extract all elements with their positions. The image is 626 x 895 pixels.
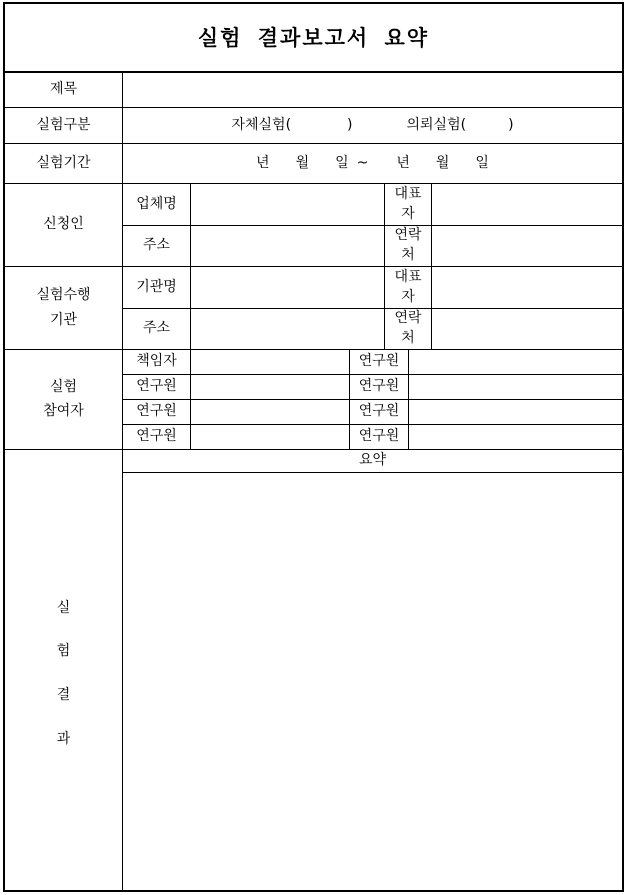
applicant-label: 신청인 [43,216,84,233]
performer-org-field[interactable] [191,267,384,308]
category-field[interactable] [123,108,622,143]
participant-researcher-field[interactable] [191,400,349,424]
performer-contact-label: 연락 처 [394,310,422,346]
period-month-end: 월 [435,154,450,171]
period-day-start: 일 [335,154,349,171]
applicant-company-field[interactable] [191,184,384,225]
performer-address-field[interactable] [191,309,384,349]
applicant-company-label: 업체명 [136,195,177,212]
participant-researcher-label: 연구원 [358,428,400,445]
applicant-contact-label: 연락 처 [394,227,422,263]
participant-researcher-label: 연구원 [358,403,400,420]
participant-head-field[interactable] [191,350,349,374]
period-label: 실험기간 [36,154,91,171]
page-title: 실험 결과보고서 요약 [197,24,430,50]
applicant-address-label: 주소 [142,237,171,254]
participant-researcher-field[interactable] [409,400,622,424]
period-month-start: 월 [295,154,310,171]
participant-researcher-field[interactable] [191,375,349,399]
participant-researcher-label: 연구원 [358,353,400,370]
performer-rep-label: 대표 자 [394,268,422,305]
period-day-end: 일 [475,154,489,171]
performer-label: 실험수행 기관 [36,286,91,328]
performer-address-label: 주소 [142,320,171,337]
subject-field[interactable] [123,73,622,107]
outer-border-right [622,2,624,892]
performer-rep-field[interactable] [432,267,622,308]
results-label: 실 험 결 과 [56,599,71,747]
participant-head-label: 책임자 [136,353,177,370]
applicant-rep-label: 대표 자 [394,185,422,222]
request-experiment-label: 의뢰실험( [406,116,467,133]
self-experiment-label: 자체실험( [231,116,292,133]
summary-field[interactable] [123,473,622,890]
participants-label: 실험 참여자 [43,378,84,419]
participant-researcher-field[interactable] [409,350,622,374]
performer-contact-field[interactable] [432,309,622,349]
period-tilde: ~ [356,154,369,171]
self-experiment-close: ) [347,116,353,133]
subject-label: 제목 [49,81,78,98]
period-year-start: 년 [256,154,270,171]
participant-researcher-label: 연구원 [136,403,177,420]
participant-researcher-label: 연구원 [358,378,400,395]
category-label: 실험구분 [36,116,91,133]
applicant-address-field[interactable] [191,226,384,266]
participant-researcher-field[interactable] [409,375,622,399]
performer-org-label: 기관명 [136,278,177,295]
applicant-rep-field[interactable] [432,184,622,225]
summary-header: 요약 [358,452,387,469]
participant-researcher-label: 연구원 [136,378,177,395]
participant-researcher-label: 연구원 [136,428,177,445]
participant-researcher-field[interactable] [191,425,349,449]
outer-border-bottom [3,890,624,892]
participant-researcher-field[interactable] [409,425,622,449]
period-field[interactable] [123,144,622,183]
request-experiment-close: ) [508,116,514,133]
period-year-end: 년 [396,154,410,171]
applicant-contact-field[interactable] [432,226,622,266]
